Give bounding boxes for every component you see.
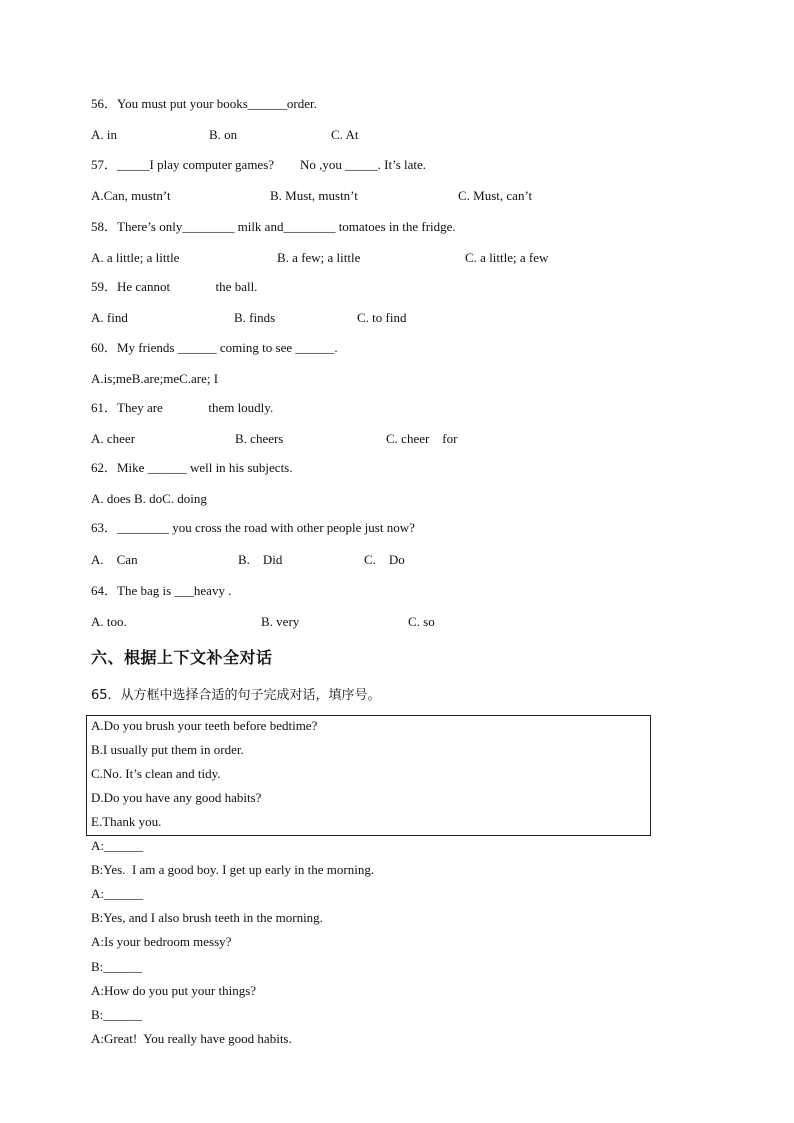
question-57-stem: 57．_____I play computer games? No ,you _____. It’s late.: [91, 157, 427, 172]
question-59-stem: 59．He cannot the ball.: [91, 279, 258, 294]
question-63-stem: 63．________ you cross the road with other people just now?: [91, 520, 415, 535]
question-64-stem: 64．The bag is ___heavy .: [91, 583, 232, 598]
question-57-option-c: C. Must, can’t: [458, 188, 533, 203]
question-61-option-c: C. cheer for: [386, 431, 458, 446]
dialogue-line-9: A:Great! You really have good habits.: [91, 1031, 292, 1046]
choice-c: C.No. It’s clean and tidy.: [91, 766, 221, 781]
question-56-stem: 56．You must put your books______order.: [91, 96, 317, 111]
question-60-options: A.is;meB.are;meC.are; I: [91, 371, 219, 386]
dialogue-line-5: A:Is your bedroom messy?: [91, 934, 232, 949]
question-57-option-a: A.Can, mustn’t: [91, 188, 171, 203]
question-59-option-a: A. find: [91, 310, 128, 325]
question-61-option-a: A. cheer: [91, 431, 136, 446]
question-56-option-a: A. in: [91, 127, 117, 142]
choice-e: E.Thank you.: [91, 814, 162, 829]
question-58-option-a: A. a little; a little: [91, 250, 180, 265]
question-56-option-c: C. At: [331, 127, 359, 142]
dialogue-line-3: A:______: [91, 886, 143, 901]
question-58-stem: 58．There’s only________ milk and________ tomatoes in the fridge.: [91, 219, 456, 234]
choice-a: A.Do you brush your teeth before bedtime?: [91, 718, 318, 733]
question-63-option-b: B. Did: [238, 552, 283, 567]
sentence-choice-box: [86, 715, 651, 836]
dialogue-line-7: A:How do you put your things?: [91, 983, 257, 998]
dialogue-line-2: B:Yes. I am a good boy. I get up early in the morning.: [91, 862, 375, 877]
question-64-option-c: C. so: [408, 614, 435, 629]
question-62-stem: 62．Mike ______ well in his subjects.: [91, 460, 293, 475]
dialogue-line-1: A:______: [91, 838, 143, 853]
question-56-option-b: B. on: [209, 127, 238, 142]
question-58-option-c: C. a little; a few: [465, 250, 549, 265]
question-61-stem: 61．They are them loudly.: [91, 400, 274, 415]
choice-d: D.Do you have any good habits?: [91, 790, 262, 805]
section-title: 六、根据上下文补全对话: [91, 648, 273, 667]
question-61-option-b: B. cheers: [235, 431, 284, 446]
dialogue-line-8: B:______: [91, 1007, 143, 1022]
question-63-option-c: C. Do: [364, 552, 405, 567]
question-64-option-a: A. too.: [91, 614, 127, 629]
dialogue-line-6: B:______: [91, 959, 143, 974]
question-59-option-c: C. to find: [357, 310, 407, 325]
question-64-option-b: B. very: [261, 614, 300, 629]
choice-b: B.I usually put them in order.: [91, 742, 244, 757]
question-59-option-b: B. finds: [234, 310, 276, 325]
question-63-option-a: A. Can: [91, 552, 138, 567]
question-57-option-b: B. Must, mustn’t: [270, 188, 358, 203]
question-62-options: A. does B. doC. doing: [91, 491, 207, 506]
question-58-option-b: B. a few; a little: [277, 250, 361, 265]
question-60-stem: 60．My friends ______ coming to see ______.: [91, 340, 338, 355]
dialogue-line-4: B:Yes, and I also brush teeth in the morning.: [91, 910, 323, 925]
question-65-instruction: 65．从方框中选择合适的句子完成对话，填序号。: [91, 688, 381, 703]
